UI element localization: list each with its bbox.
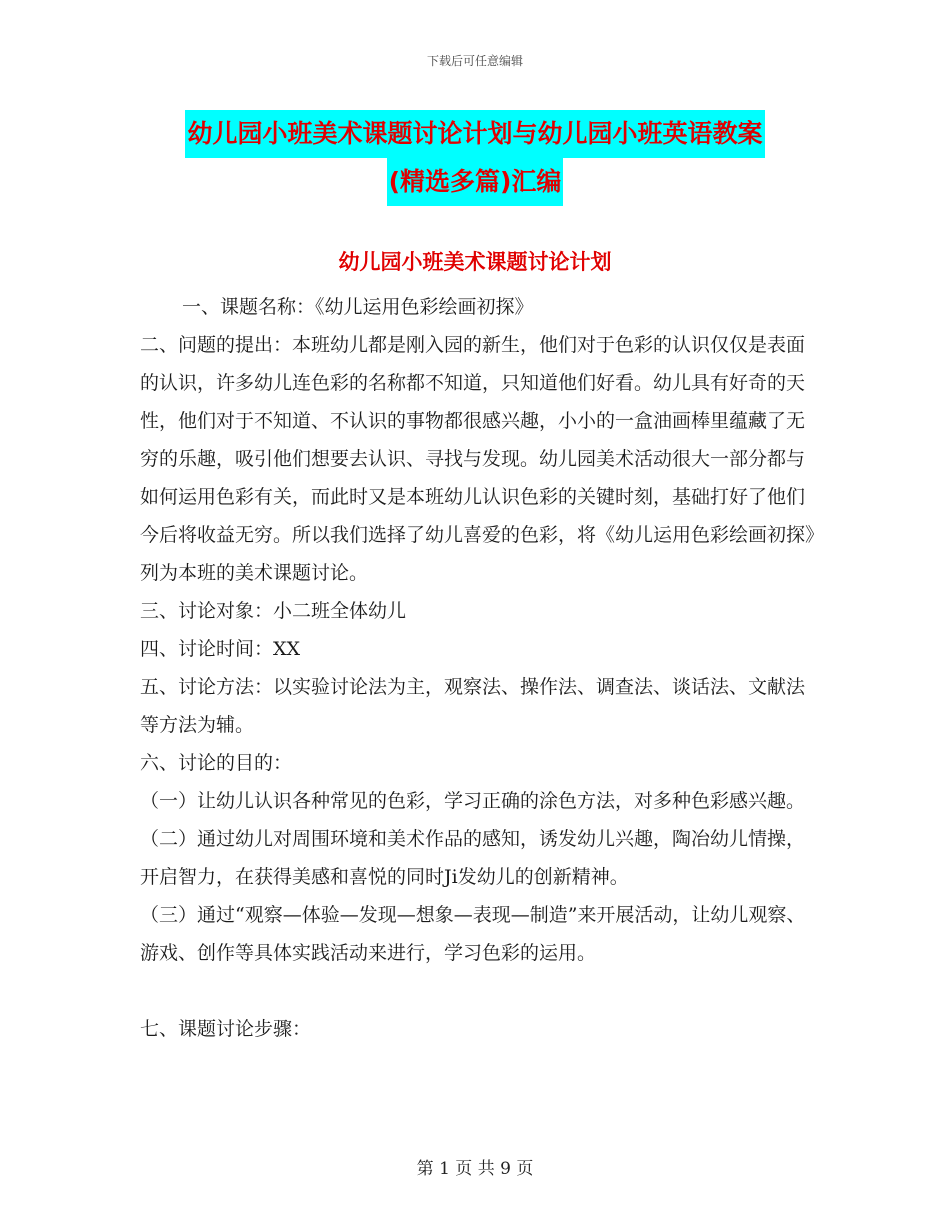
document-title	[0, 110, 950, 206]
paragraph-subjects: 三、讨论对象：小二班全体幼儿	[140, 600, 407, 622]
title-line-1: 幼儿园小班美术课题讨论计划与幼儿园小班英语教案	[185, 110, 764, 158]
paragraph-purpose-3: （三）通过“观察—体验—发现—想象—表现—制造”来开展活动，让幼儿观察、游戏、创作等具体实践活动来进行，学习色彩的运用。	[140, 904, 806, 964]
page-footer: 第 1 页 共 9 页	[416, 1159, 534, 1179]
header-note: 下载后可任意编辑	[426, 54, 523, 68]
paragraph-gap	[140, 972, 820, 1010]
paragraph-topic-name: 一、课题名称：《幼儿运用色彩绘画初探》	[182, 296, 534, 318]
paragraph-purpose-1: （一）让幼儿认识各种常见的色彩，学习正确的涂色方法，对多种色彩感兴趣。	[140, 790, 806, 812]
title-line-2: (精选多篇)汇编	[387, 158, 564, 206]
paragraph-problem: 二、问题的提出：本班幼儿都是刚入园的新生，他们对于色彩的认识仅仅是表面的认识，许多幼儿连色彩的名称都不知道，只知道他们好看。幼儿具有好奇的天性，他们对于不知道、不认识的事物都很感兴趣，小小的一盒油画棒里蕴藏了无穷的乐趣，吸引他们想要去认识、寻找与发现。幼儿园美术活动很大一部分都与如何运用色彩有关，而此时又是本班幼儿认识色彩的关键时刻，基础打好了他们今后将收益无穷。所以我们选择了幼儿喜爱的色彩，将《幼儿运用色彩绘画初探》列为本班的美术课题讨论。	[140, 334, 815, 584]
paragraph-steps-heading: 七、课题讨论步骤：	[140, 1018, 312, 1040]
paragraph-purpose-2: （二）通过幼儿对周围环境和美术作品的感知，诱发幼儿兴趣，陶冶幼儿情操，开启智力，在获得美感和喜悦的同时Ji发幼儿的创新精神。	[140, 828, 806, 888]
paragraph-purpose-heading: 六、讨论的目的：	[140, 752, 293, 774]
paragraph-methods: 五、讨论方法：以实验讨论法为主，观察法、操作法、调查法、谈话法、文献法等方法为辅。	[140, 676, 806, 736]
section-title: 幼儿园小班美术课题讨论计划	[338, 250, 612, 274]
paragraph-time: 四、讨论时间：XX	[140, 638, 301, 660]
document-body	[140, 288, 820, 1048]
